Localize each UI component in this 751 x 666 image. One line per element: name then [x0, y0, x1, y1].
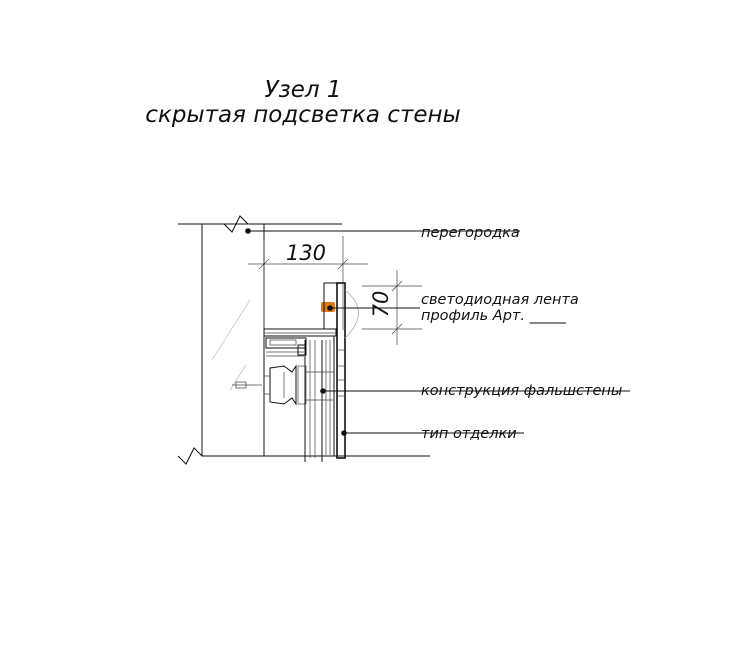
label-partition: перегородка: [421, 225, 520, 241]
label-finish: тип отделки: [421, 426, 517, 442]
dimension-width-label: 130: [285, 241, 327, 265]
title-line-1: Узел 1: [264, 77, 342, 103]
label-profile: профиль Арт. _____: [421, 308, 566, 324]
led-strip: [321, 283, 359, 338]
title-line-2: скрытая подсветка стены: [145, 102, 461, 128]
label-led-strip: светодиодная лента: [421, 292, 579, 308]
dimension-width: [248, 236, 368, 330]
dimension-height-label: 70: [369, 290, 393, 318]
label-false-wall: конструкция фальшстены: [421, 383, 623, 399]
